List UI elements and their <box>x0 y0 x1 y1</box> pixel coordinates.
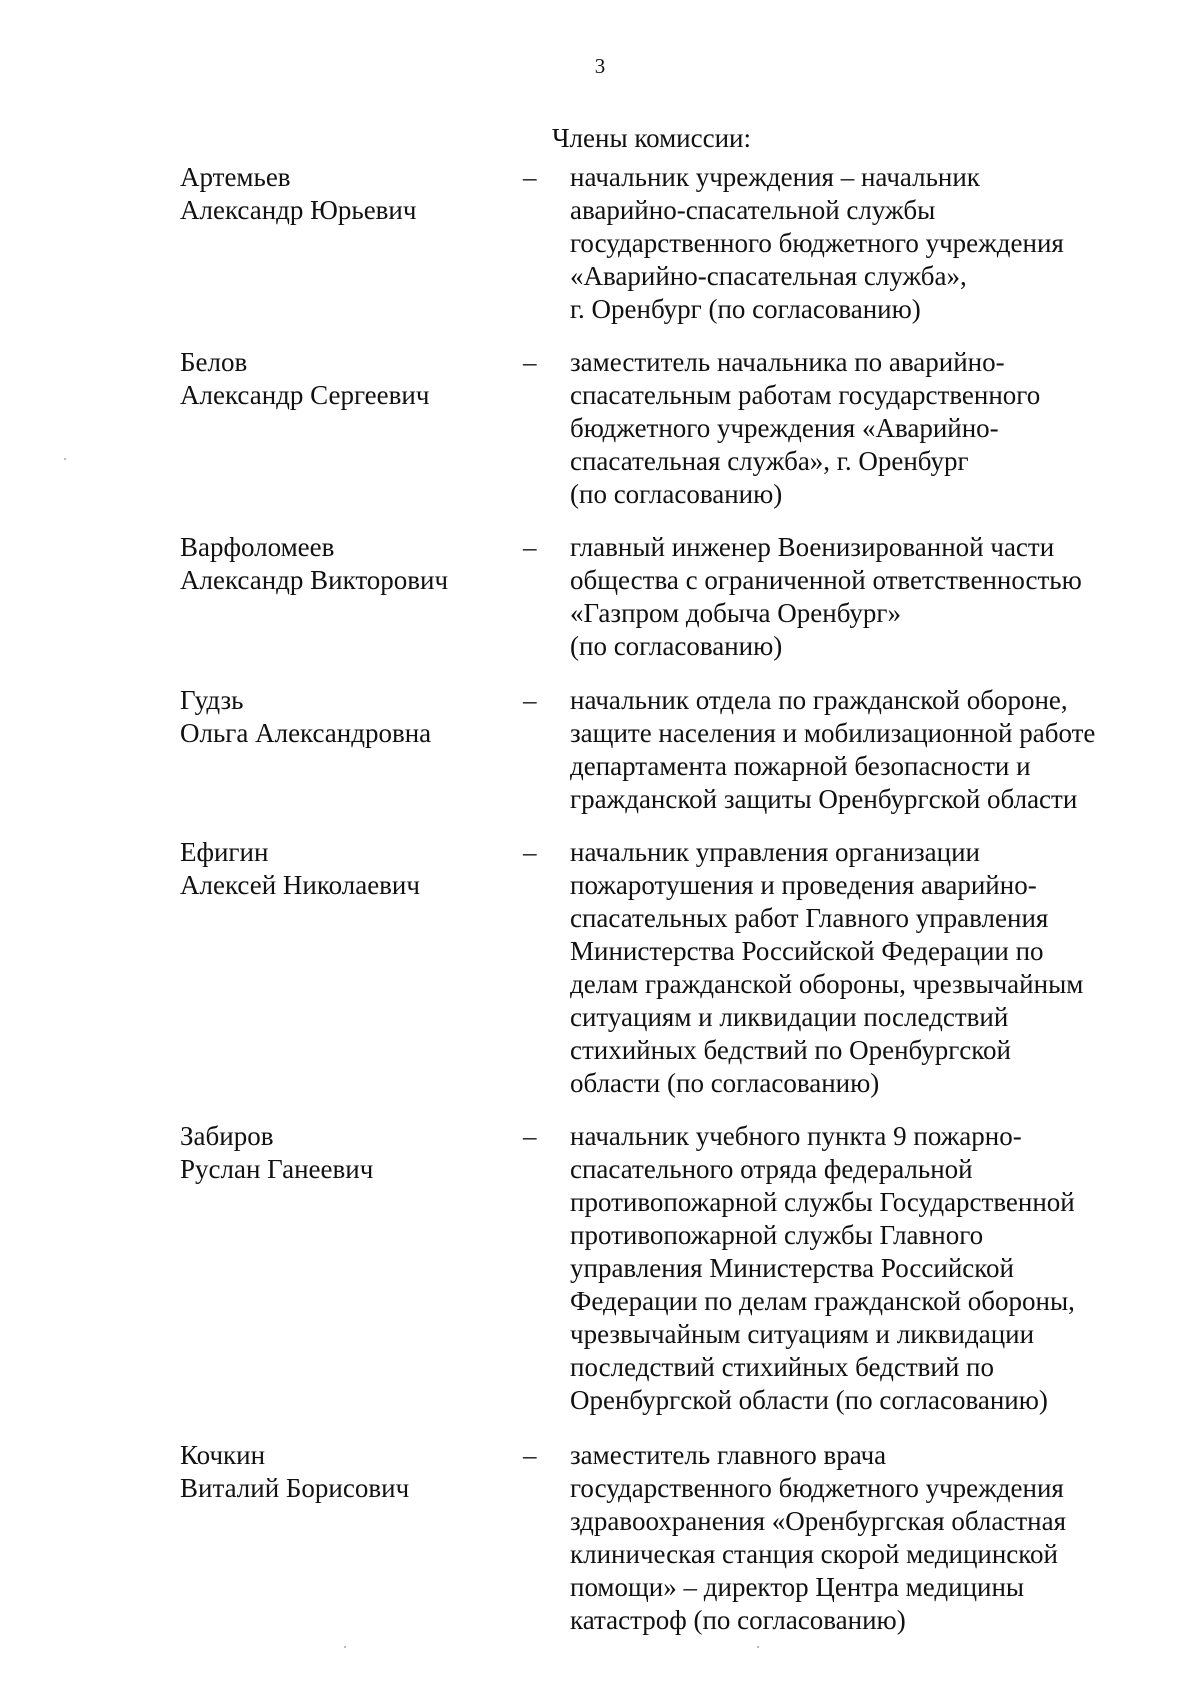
member-position-line: начальник учебного пункта 9 пожарно- <box>570 1121 1022 1151</box>
member-dash: – <box>523 685 537 715</box>
member-surname: Ефигин <box>180 837 269 867</box>
member-position-line: делам гражданской обороны, чрезвычайным <box>570 969 1084 999</box>
member-position-line: гражданской защиты Оренбургской области <box>570 784 1078 814</box>
member-position-line: Министерства Российской Федерации по <box>570 936 1044 966</box>
member-surname: Артемьев <box>180 162 291 192</box>
member-name <box>180 1120 510 1186</box>
member-position-line: Федерации по делам гражданской обороны, <box>570 1286 1075 1316</box>
member-position-line: (по согласованию) <box>570 479 783 509</box>
member-position-line: помощи» – директор Центра медицины <box>570 1572 1025 1602</box>
member-position-line: защите населения и мобилизационной работе <box>570 718 1096 748</box>
member-position-line: последствий стихийных бедствий по <box>570 1352 994 1382</box>
member-dash: – <box>523 347 537 377</box>
member-position-line: департамента пожарной безопасности и <box>570 751 1031 781</box>
member-surname: Гудзь <box>180 685 244 715</box>
member-name <box>180 346 510 412</box>
member-position-line: области (по согласованию) <box>570 1068 880 1098</box>
member-position <box>570 531 1140 663</box>
member-position-line: начальник управления организации <box>570 837 981 867</box>
member-position-line: катастроф (по согласованию) <box>570 1605 906 1635</box>
member-position-line: противопожарной службы Главного <box>570 1220 984 1250</box>
section-heading: Члены комиссии: <box>552 123 751 153</box>
member-position-line: ситуациям и ликвидации последствий <box>570 1002 1009 1032</box>
member-name <box>180 531 510 597</box>
member-entry <box>0 161 1200 326</box>
member-position-line: управления Министерства Российской <box>570 1253 1014 1283</box>
member-given-names: Алексей Николаевич <box>180 870 420 900</box>
member-position-line: клиническая станция скорой медицинской <box>570 1539 1058 1569</box>
member-name <box>180 161 510 227</box>
member-given-names: Александр Сергеевич <box>180 380 430 410</box>
member-position <box>570 684 1140 816</box>
member-position-line: спасательная служба», г. Оренбург <box>570 446 969 476</box>
member-position-line: начальник отдела по гражданской обороне, <box>570 685 1068 715</box>
member-surname: Белов <box>180 347 248 377</box>
member-position-line: государственного бюджетного учреждения <box>570 228 1064 258</box>
member-surname: Варфоломеев <box>180 532 335 562</box>
member-name <box>180 684 510 750</box>
member-dash: – <box>523 532 537 562</box>
member-surname: Кочкин <box>180 1440 266 1470</box>
member-position-line: противопожарной службы Государственной <box>570 1187 1075 1217</box>
member-given-names: Александр Юрьевич <box>180 195 417 225</box>
member-position-line: заместитель главного врача <box>570 1440 887 1470</box>
member-entry <box>0 531 1200 663</box>
member-position-line: «Аварийно-спасательная служба», <box>570 261 967 291</box>
member-position-line: стихийных бедствий по Оренбургской <box>570 1035 1011 1065</box>
member-position-line: аварийно-спасательной службы <box>570 195 936 225</box>
member-dash: – <box>523 162 537 192</box>
member-position-line: государственного бюджетного учреждения <box>570 1473 1064 1503</box>
scan-speck <box>757 1646 759 1648</box>
member-given-names: Ольга Александровна <box>180 718 432 748</box>
member-position-line: начальник учреждения – начальник <box>570 162 980 192</box>
page-number: 3 <box>594 54 606 78</box>
member-position-line: «Газпром добыча Оренбург» <box>570 598 902 628</box>
member-position-line: спасательных работ Главного управления <box>570 903 1049 933</box>
member-position-line: (по согласованию) <box>570 631 783 661</box>
member-given-names: Александр Викторович <box>180 565 449 595</box>
member-position-line: бюджетного учреждения «Аварийно- <box>570 413 999 443</box>
member-entry <box>0 836 1200 1100</box>
member-dash: – <box>523 837 537 867</box>
member-list <box>0 161 1200 1657</box>
member-position-line: главный инженер Военизированной части <box>570 532 1055 562</box>
member-position-line: спасательным работам государственного <box>570 380 1041 410</box>
member-given-names: Виталий Борисович <box>180 1473 410 1503</box>
member-position-line: г. Оренбург (по согласованию) <box>570 294 921 324</box>
member-entry <box>0 346 1200 511</box>
scan-speck <box>64 458 66 460</box>
member-name <box>180 836 510 902</box>
member-position-line: заместитель начальника по аварийно- <box>570 347 1005 377</box>
member-position <box>570 346 1140 511</box>
member-dash: – <box>523 1440 537 1470</box>
member-dash: – <box>523 1121 537 1151</box>
member-position-line: здравоохранения «Оренбургская областная <box>570 1506 1066 1536</box>
member-entry <box>0 1439 1200 1637</box>
member-position <box>570 1439 1140 1637</box>
member-position-line: спасательного отряда федеральной <box>570 1154 973 1184</box>
member-surname: Забиров <box>180 1121 274 1151</box>
member-position-line: чрезвычайным ситуациям и ликвидации <box>570 1319 1035 1349</box>
member-given-names: Руслан Ганеевич <box>180 1154 374 1184</box>
member-position <box>570 1120 1140 1417</box>
member-name <box>180 1439 510 1505</box>
member-entry <box>0 1120 1200 1417</box>
scan-speck <box>344 1646 346 1648</box>
member-entry <box>0 684 1200 816</box>
member-position <box>570 836 1140 1100</box>
member-position-line: общества с ограниченной ответственностью <box>570 565 1082 595</box>
member-position-line: Оренбургской области (по согласованию) <box>570 1385 1048 1415</box>
member-position-line: пожаротушения и проведения аварийно- <box>570 870 1037 900</box>
member-position <box>570 161 1140 326</box>
